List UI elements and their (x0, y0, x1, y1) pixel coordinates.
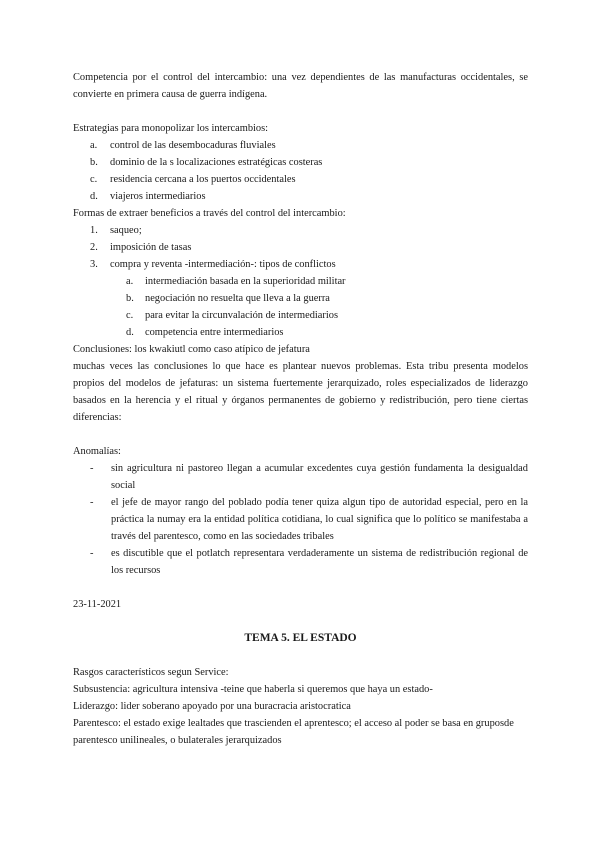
list-item-text: para evitar la circunvalación de intermediarios (145, 310, 338, 321)
list-item-text: saqueo; (110, 225, 142, 236)
list-item-text: imposición de tasas (110, 242, 192, 253)
dash-marker: - (90, 463, 94, 474)
list-item-text: sin agricultura ni pastoreo llegan a acumular excedentes cuya gestión fundamenta la desigualdad social (111, 463, 528, 491)
list-marker: 3. (90, 259, 98, 270)
forms-heading: Formas de extraer beneficios a través del control del intercambio: (73, 208, 346, 219)
anomalies-heading: Anomalías: (73, 446, 121, 457)
intro-paragraph: Competencia por el control del intercambio: una vez dependientes de las manufacturas occidentales, se convierte en primera causa de guerra indígena. (73, 72, 528, 100)
tema-line: Rasgos característicos segun Service: (73, 667, 229, 678)
list-item-text: residencia cercana a los puertos occidentales (110, 174, 296, 185)
dash-marker: - (90, 497, 94, 508)
list-item-text: negociación no resuelta que lleva a la guerra (145, 293, 330, 304)
sublist-item (73, 324, 528, 341)
list-item (73, 154, 528, 171)
list-item-text: dominio de la s localizaciones estratégicas costeras (110, 157, 323, 168)
list-marker: d. (126, 327, 134, 338)
sublist-item (73, 273, 528, 290)
conclusions-paragraph: muchas veces las conclusiones lo que hace es plantear nuevos problemas. Esta tribu presenta modelos propios del modelos de jefaturas: un sistema fuertemente jerarquizado, roles especializados de liderazgo basados en la herencia y el ritual y órganos permanentes de gobierno y redistribución, pero tiene ciertas diferencias: (73, 361, 528, 423)
tema-line: Subsustencia: agricultura intensiva -teine que haberla si queremos que haya un estado- (73, 684, 433, 695)
list-marker: a. (126, 276, 134, 287)
list-item-text: intermediación basada en la superioridad militar (145, 276, 346, 287)
list-item (73, 256, 528, 273)
list-item (73, 460, 528, 494)
list-item (73, 188, 528, 205)
dash-marker: - (90, 548, 94, 559)
date-line: 23-11-2021 (73, 599, 122, 610)
sublist-item (73, 307, 528, 324)
list-item (73, 545, 528, 579)
list-item (73, 171, 528, 188)
conclusions-heading: Conclusiones: los kwakiutl como caso atípico de jefatura (73, 344, 310, 355)
list-item-text: competencia entre intermediarios (145, 327, 284, 338)
list-item-text: control de las desembocaduras fluviales (110, 140, 276, 151)
tema-line: Parentesco: el estado exige lealtades que trascienden el aprentesco; el acceso al poder se basa en gruposde parentesco unilineales, o bulaterales jerarquizados (73, 718, 514, 746)
list-marker: a. (90, 140, 98, 151)
section-title: TEMA 5. EL ESTADO (244, 632, 357, 644)
list-marker: 1. (90, 225, 98, 236)
list-item-text: es discutible que el potlatch representara verdaderamente un sistema de redistribución regional de los recursos (111, 548, 528, 576)
list-item-text: el jefe de mayor rango del poblado podía tener quiza algun tipo de autoridad especial, pero en la práctica la numay era la entidad política cotidiana, lo cual significa que lo político se manifestaba a través del parentesco, como en las sociedades tribales (111, 497, 528, 542)
list-marker: d. (90, 191, 98, 202)
list-item (73, 494, 528, 545)
list-marker: b. (126, 293, 134, 304)
list-marker: c. (126, 310, 134, 321)
list-marker: 2. (90, 242, 98, 253)
page-content (73, 69, 528, 749)
list-marker: b. (90, 157, 98, 168)
strategies-heading: Estrategias para monopolizar los intercambios: (73, 123, 269, 134)
list-item (73, 222, 528, 239)
list-item (73, 239, 528, 256)
tema-line: Liderazgo: lider soberano apoyado por una buracracia aristocratica (73, 701, 351, 712)
list-marker: c. (90, 174, 98, 185)
list-item-text: compra y reventa -intermediación-: tipos de conflictos (110, 259, 336, 270)
list-item-text: viajeros intermediarios (110, 191, 206, 202)
sublist-item (73, 290, 528, 307)
list-item (73, 137, 528, 154)
